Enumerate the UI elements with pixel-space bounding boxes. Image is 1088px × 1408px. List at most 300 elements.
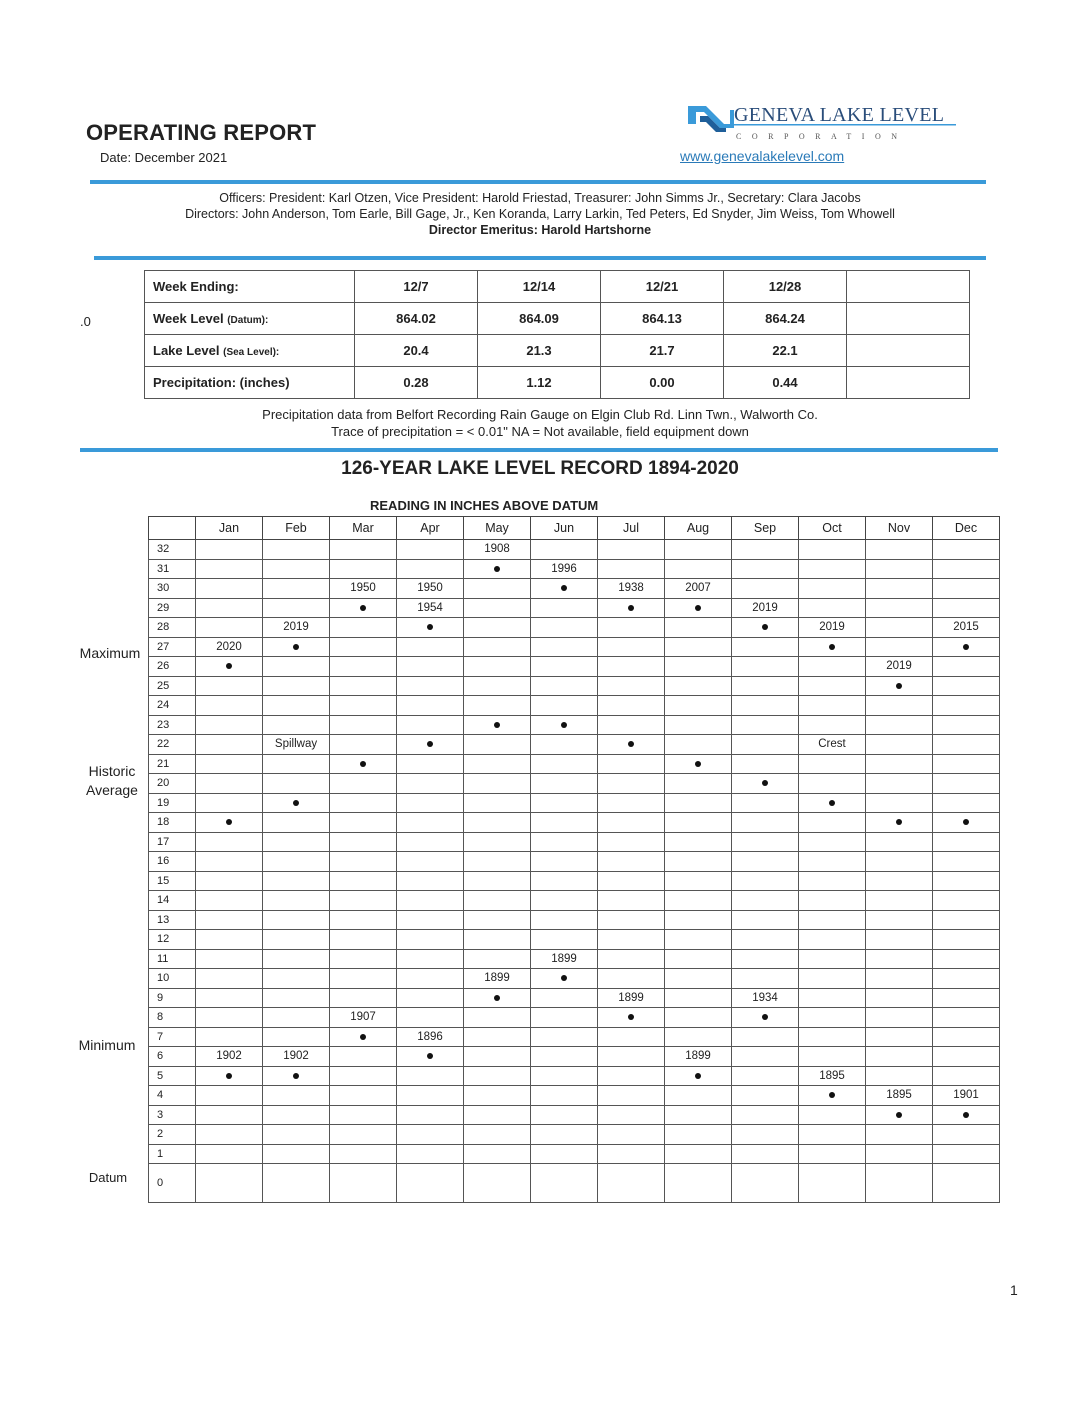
month-header: Apr	[397, 517, 464, 540]
grid-cell	[866, 715, 933, 735]
level-label: 16	[149, 852, 196, 872]
level-label: 32	[149, 540, 196, 560]
level-label: 31	[149, 559, 196, 579]
grid-cell	[598, 715, 665, 735]
grid-cell	[598, 988, 665, 1008]
grid-cell	[464, 540, 531, 560]
grid-cell	[263, 735, 330, 755]
grid-cell	[464, 1086, 531, 1106]
level-label: 7	[149, 1027, 196, 1047]
grid-cell	[330, 676, 397, 696]
grid-cell	[732, 637, 799, 657]
grid-cell	[397, 1047, 464, 1067]
weekly-row	[145, 271, 970, 303]
grid-cell	[933, 579, 1000, 599]
grid-cell	[263, 969, 330, 989]
grid-cell	[531, 949, 598, 969]
grid-cell	[464, 1164, 531, 1203]
month-header: May	[464, 517, 531, 540]
grid-cell	[330, 657, 397, 677]
grid-cell	[732, 676, 799, 696]
grid-cell	[464, 676, 531, 696]
grid-cell	[397, 559, 464, 579]
grid-cell	[196, 696, 263, 716]
grid-cell	[196, 1105, 263, 1125]
grid-cell	[531, 988, 598, 1008]
level-label: 12	[149, 930, 196, 950]
grid-cell	[531, 793, 598, 813]
grid-cell	[464, 813, 531, 833]
grid-cell	[330, 540, 397, 560]
level-row	[149, 657, 1000, 677]
level-label: 5	[149, 1066, 196, 1086]
level-row	[149, 1008, 1000, 1028]
average-point	[628, 741, 634, 747]
grid-cell	[866, 1164, 933, 1203]
grid-cell	[196, 774, 263, 794]
grid-cell	[196, 754, 263, 774]
grid-cell	[464, 988, 531, 1008]
average-point	[226, 819, 232, 825]
grid-cell	[196, 813, 263, 833]
grid-cell	[397, 618, 464, 638]
cell-value: 1.12	[478, 367, 601, 399]
grid-cell	[665, 1008, 732, 1028]
grid-cell	[598, 871, 665, 891]
grid-cell	[732, 540, 799, 560]
average-label: Average	[86, 782, 138, 798]
grid-cell	[933, 618, 1000, 638]
grid-cell	[263, 891, 330, 911]
grid-cell	[598, 852, 665, 872]
month-header: Nov	[866, 517, 933, 540]
grid-cell	[933, 1066, 1000, 1086]
max-year-label: 1950	[417, 582, 443, 595]
grid-cell	[598, 598, 665, 618]
grid-cell	[330, 1086, 397, 1106]
grid-cell	[397, 1164, 464, 1203]
grid-cell	[866, 696, 933, 716]
grid-cell	[397, 1066, 464, 1086]
grid-cell	[464, 969, 531, 989]
level-label: 26	[149, 657, 196, 677]
grid-cell	[263, 715, 330, 735]
grid-cell	[263, 1027, 330, 1047]
level-row	[149, 618, 1000, 638]
divider	[94, 256, 986, 260]
grid-cell	[732, 910, 799, 930]
grid-cell	[732, 774, 799, 794]
grid-cell	[397, 832, 464, 852]
cell-value: 12/7	[355, 271, 478, 303]
grid-cell	[263, 832, 330, 852]
level-row	[149, 1047, 1000, 1067]
spillway-crest-label: Spillway	[274, 738, 318, 751]
grid-cell	[330, 637, 397, 657]
grid-cell	[598, 559, 665, 579]
grid-cell	[196, 930, 263, 950]
grid-cell	[531, 598, 598, 618]
level-row	[149, 832, 1000, 852]
average-point	[494, 722, 500, 728]
level-label: 4	[149, 1086, 196, 1106]
grid-cell	[464, 910, 531, 930]
grid-cell	[464, 1047, 531, 1067]
website-link[interactable]: www.genevalakelevel.com	[680, 148, 845, 164]
grid-cell	[397, 676, 464, 696]
grid-cell	[933, 637, 1000, 657]
grid-cell	[799, 891, 866, 911]
grid-cell	[330, 910, 397, 930]
grid-cell	[732, 813, 799, 833]
grid-cell	[933, 657, 1000, 677]
level-label: 24	[149, 696, 196, 716]
grid-cell	[732, 949, 799, 969]
level-label: 14	[149, 891, 196, 911]
grid-cell	[397, 540, 464, 560]
grid-cell	[330, 774, 397, 794]
level-row	[149, 598, 1000, 618]
grid-cell	[330, 1066, 397, 1086]
cell-value	[847, 335, 970, 367]
max-point	[695, 605, 701, 611]
grid-cell	[263, 813, 330, 833]
grid-cell	[598, 1125, 665, 1145]
month-header: Oct	[799, 517, 866, 540]
level-label: 23	[149, 715, 196, 735]
precipitation-notes	[90, 406, 990, 440]
level-row	[149, 559, 1000, 579]
grid-cell	[531, 559, 598, 579]
min-year-label: 1907	[350, 1011, 376, 1024]
grid-cell	[464, 832, 531, 852]
record-title: 126-YEAR LAKE LEVEL RECORD 1894-2020	[341, 458, 739, 479]
grid-cell	[397, 891, 464, 911]
grid-cell	[330, 696, 397, 716]
grid-cell	[464, 930, 531, 950]
spillway-crest-label: Crest	[818, 738, 846, 751]
grid-cell	[531, 1027, 598, 1047]
grid-cell	[933, 949, 1000, 969]
grid-cell	[196, 559, 263, 579]
corner-cell	[149, 517, 196, 540]
cell-value	[847, 271, 970, 303]
grid-cell	[933, 559, 1000, 579]
grid-cell	[665, 988, 732, 1008]
level-row	[149, 1027, 1000, 1047]
datum-label: Datum	[88, 1170, 128, 1185]
grid-cell	[665, 930, 732, 950]
grid-cell	[598, 657, 665, 677]
month-header: Dec	[933, 517, 1000, 540]
note-line: Precipitation data from Belfort Recording Rain Gauge on Elgin Club Rd. Linn Twn., Walworth Co.	[262, 407, 818, 422]
grid-cell	[799, 871, 866, 891]
grid-cell	[531, 676, 598, 696]
grid-cell	[933, 754, 1000, 774]
grid-cell	[933, 774, 1000, 794]
level-label: 10	[149, 969, 196, 989]
row-label	[145, 271, 355, 303]
grid-cell	[665, 735, 732, 755]
grid-cell	[598, 1008, 665, 1028]
grid-cell	[464, 735, 531, 755]
grid-cell	[464, 949, 531, 969]
grid-cell	[330, 735, 397, 755]
grid-cell	[263, 1164, 330, 1203]
report-title: OPERATING REPORT	[86, 120, 317, 145]
grid-cell	[665, 676, 732, 696]
grid-cell	[866, 1144, 933, 1164]
grid-cell	[598, 540, 665, 560]
grid-cell	[933, 540, 1000, 560]
grid-cell	[665, 1086, 732, 1106]
level-label: 19	[149, 793, 196, 813]
grid-cell	[598, 793, 665, 813]
grid-cell	[330, 949, 397, 969]
lake-level-record-grid	[148, 516, 1000, 1203]
grid-cell	[732, 1027, 799, 1047]
cell-value: 21.7	[601, 335, 724, 367]
grid-cell	[732, 832, 799, 852]
grid-cell	[799, 579, 866, 599]
grid-cell	[598, 891, 665, 911]
grid-cell	[866, 1027, 933, 1047]
grid-cell	[732, 1047, 799, 1067]
grid-cell	[464, 1066, 531, 1086]
cell-value: 0.44	[724, 367, 847, 399]
grid-cell	[464, 754, 531, 774]
grid-cell	[397, 988, 464, 1008]
grid-cell	[933, 832, 1000, 852]
grid-cell	[531, 1144, 598, 1164]
max-year-label: 1938	[618, 582, 644, 595]
grid-cell	[397, 813, 464, 833]
grid-cell	[464, 1105, 531, 1125]
level-row	[149, 930, 1000, 950]
divider	[80, 448, 998, 452]
grid-cell	[799, 930, 866, 950]
average-point	[360, 761, 366, 767]
grid-cell	[799, 598, 866, 618]
level-label: 20	[149, 774, 196, 794]
grid-cell	[531, 930, 598, 950]
grid-cell	[397, 637, 464, 657]
level-label: 1	[149, 1144, 196, 1164]
grid-cell	[799, 949, 866, 969]
grid-cell	[866, 735, 933, 755]
grid-cell	[732, 891, 799, 911]
grid-cell	[866, 774, 933, 794]
grid-cell	[196, 1027, 263, 1047]
reading-title: READING IN INCHES ABOVE DATUM	[370, 498, 599, 513]
margin-mark: .0	[80, 314, 91, 329]
grid-cell	[866, 891, 933, 911]
maximum-label: Maximum	[79, 645, 141, 661]
grid-cell	[799, 657, 866, 677]
grid-cell	[397, 754, 464, 774]
grid-cell	[933, 793, 1000, 813]
logo-subtitle: CORPORATION	[736, 132, 908, 141]
grid-cell	[799, 832, 866, 852]
level-label: 21	[149, 754, 196, 774]
min-year-label: 1899	[618, 991, 644, 1004]
grid-cell	[732, 1144, 799, 1164]
max-year-label: 1996	[551, 562, 577, 575]
grid-cell	[665, 949, 732, 969]
grid-cell	[464, 1027, 531, 1047]
grid-cell	[196, 969, 263, 989]
grid-cell	[397, 1105, 464, 1125]
level-row	[149, 1125, 1000, 1145]
max-year-label: 2015	[953, 621, 979, 634]
grid-cell	[799, 676, 866, 696]
grid-cell	[464, 579, 531, 599]
grid-cell	[330, 852, 397, 872]
note-line: Trace of precipitation = < 0.01" NA = Not available, field equipment down	[331, 424, 749, 439]
divider	[90, 180, 986, 184]
grid-cell	[263, 930, 330, 950]
grid-cell	[464, 1008, 531, 1028]
grid-cell	[732, 715, 799, 735]
max-point	[896, 683, 902, 689]
grid-cell	[799, 637, 866, 657]
grid-cell	[933, 813, 1000, 833]
level-row	[149, 988, 1000, 1008]
grid-cell	[263, 1008, 330, 1028]
grid-cell	[196, 832, 263, 852]
average-point	[695, 761, 701, 767]
grid-cell	[732, 871, 799, 891]
grid-cell	[196, 1086, 263, 1106]
min-point	[494, 995, 500, 1001]
grid-cell	[464, 1125, 531, 1145]
row-label-text: Lake Level	[153, 343, 220, 358]
max-point	[963, 644, 969, 650]
grid-cell	[799, 735, 866, 755]
director-emeritus: Director Emeritus: Harold Hartshorne	[428, 223, 652, 237]
month-header: Mar	[330, 517, 397, 540]
grid-cell	[665, 774, 732, 794]
grid-cell	[263, 540, 330, 560]
level-row	[149, 676, 1000, 696]
weekly-row	[145, 303, 970, 335]
grid-cell	[665, 715, 732, 735]
grid-cell	[196, 637, 263, 657]
grid-cell	[933, 930, 1000, 950]
grid-cell	[799, 1105, 866, 1125]
grid-cell	[799, 1125, 866, 1145]
min-point	[829, 1092, 835, 1098]
min-point	[561, 975, 567, 981]
grid-cell	[330, 832, 397, 852]
row-label-text: Week Ending:	[153, 279, 239, 294]
grid-cell	[866, 813, 933, 833]
grid-cell	[330, 618, 397, 638]
cell-value: 864.09	[478, 303, 601, 335]
grid-cell	[866, 540, 933, 560]
grid-cell	[866, 657, 933, 677]
grid-cell	[196, 735, 263, 755]
max-point	[829, 644, 835, 650]
level-label: 30	[149, 579, 196, 599]
grid-cell	[464, 891, 531, 911]
grid-cell	[464, 793, 531, 813]
grid-cell	[933, 696, 1000, 716]
min-year-label: 1899	[551, 952, 577, 965]
grid-cell	[732, 1105, 799, 1125]
level-label: 2	[149, 1125, 196, 1145]
level-label: 22	[149, 735, 196, 755]
grid-cell	[330, 1027, 397, 1047]
grid-cell	[263, 657, 330, 677]
grid-cell	[263, 754, 330, 774]
grid-cell	[933, 1164, 1000, 1203]
grid-cell	[866, 969, 933, 989]
min-point	[360, 1034, 366, 1040]
grid-cell	[665, 1144, 732, 1164]
page-number: 1	[1010, 1282, 1018, 1298]
grid-cell	[196, 793, 263, 813]
grid-cell	[464, 618, 531, 638]
grid-cell	[531, 852, 598, 872]
grid-cell	[196, 618, 263, 638]
row-label	[145, 335, 355, 367]
level-label: 15	[149, 871, 196, 891]
grid-cell	[866, 988, 933, 1008]
grid-cell	[866, 559, 933, 579]
level-row	[149, 852, 1000, 872]
grid-cell	[330, 891, 397, 911]
grid-cell	[196, 949, 263, 969]
grid-cell	[196, 852, 263, 872]
grid-cell	[598, 1027, 665, 1047]
level-row	[149, 910, 1000, 930]
grid-cell	[531, 891, 598, 911]
grid-cell	[598, 969, 665, 989]
cell-value: 22.1	[724, 335, 847, 367]
grid-cell	[799, 1144, 866, 1164]
grid-cell	[598, 1105, 665, 1125]
grid-cell	[263, 1086, 330, 1106]
level-label: 0	[149, 1164, 196, 1203]
grid-cell	[665, 832, 732, 852]
grid-cell	[330, 1105, 397, 1125]
grid-cell	[330, 793, 397, 813]
grid-cell	[330, 988, 397, 1008]
grid-cell	[799, 1066, 866, 1086]
grid-cell	[933, 735, 1000, 755]
grid-cell	[665, 540, 732, 560]
level-row	[149, 637, 1000, 657]
month-header: Jun	[531, 517, 598, 540]
grid-cell	[598, 930, 665, 950]
month-header: Aug	[665, 517, 732, 540]
grid-cell	[866, 1066, 933, 1086]
grid-cell	[330, 871, 397, 891]
grid-cell	[531, 910, 598, 930]
grid-cell	[933, 969, 1000, 989]
max-point	[427, 624, 433, 630]
max-point	[561, 585, 567, 591]
grid-cell	[799, 754, 866, 774]
grid-cell	[464, 657, 531, 677]
grid-cell	[531, 735, 598, 755]
cell-value	[847, 367, 970, 399]
grid-cell	[531, 813, 598, 833]
average-point	[293, 800, 299, 806]
grid-cell	[732, 1008, 799, 1028]
grid-cell	[665, 754, 732, 774]
